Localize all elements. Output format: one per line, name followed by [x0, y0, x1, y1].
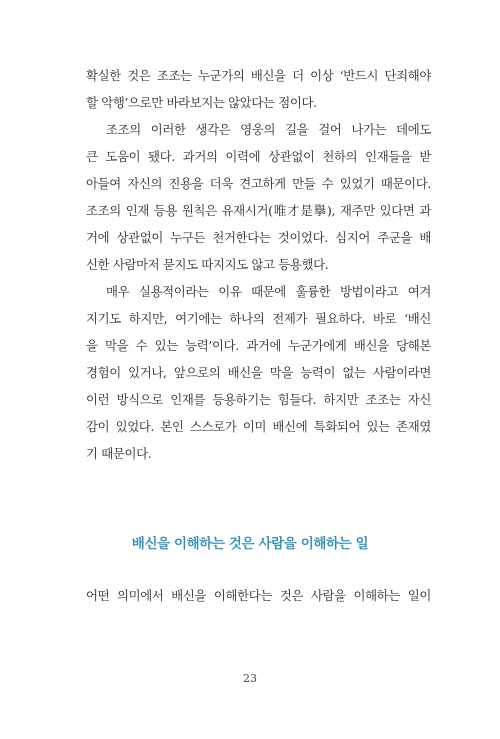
text-line: 매우 실용적이라는 이유 때문에 훌륭한 방법이라고 여겨	[106, 284, 431, 299]
paragraph-section-intro	[86, 582, 431, 609]
text-line: 기 때문이다.	[86, 446, 152, 461]
text-line: 이런 방식으로 인재를 등용하기는 힘들다. 하지만 조조는 자신	[86, 392, 431, 407]
paragraph-premise	[86, 278, 431, 467]
text-line: 할 악행’으로만 바라보지는 않았다는 점이다.	[86, 95, 317, 110]
page-number: 23	[243, 672, 257, 685]
paragraph-talent-recruitment	[86, 116, 431, 278]
text-line: 감이 있었다. 본인 스스로가 이미 배신에 특화되어 있는 존재였	[86, 419, 431, 434]
text-line: 거에 상관없이 누구든 천거한다는 것이었다. 심지어 주군을 배	[86, 230, 431, 245]
text-line: 신한 사람마저 묻지도 따지지도 않고 등용했다.	[86, 257, 329, 272]
text-line: 확실한 것은 조조는 누군가의 배신을 더 이상 ‘반드시 단죄해야	[86, 68, 431, 83]
text-line: 어떤 의미에서 배신을 이해한다는 것은 사람을 이해하는 일이	[86, 588, 431, 603]
text-line: 아들여 자신의 진용을 더욱 견고하게 만들 수 있었기 때문이다.	[86, 176, 431, 191]
paragraph-conclusion	[86, 62, 431, 116]
text-line: 조조의 인재 등용 원칙은 유재시거(唯才是擧), 재주만 있다면 과	[86, 203, 431, 218]
text-line: 조조의 이러한 생각은 영웅의 길을 걸어 나가는 데에도	[106, 122, 431, 137]
text-line: 큰 도움이 됐다. 과거의 이력에 상관없이 천하의 인재들을 받	[86, 149, 431, 164]
text-line: 경험이 있거나, 앞으로의 배신을 막을 능력이 없는 사람이라면	[86, 365, 431, 380]
section-heading: 배신을 이해하는 것은 사람을 이해하는 일	[131, 536, 369, 552]
text-line: 을 막을 수 있는 능력’이다. 과거에 누군가에게 배신을 당해본	[86, 338, 431, 353]
text-line: 지기도 하지만, 여기에는 하나의 전제가 필요하다. 바로 ‘배신	[86, 311, 431, 326]
